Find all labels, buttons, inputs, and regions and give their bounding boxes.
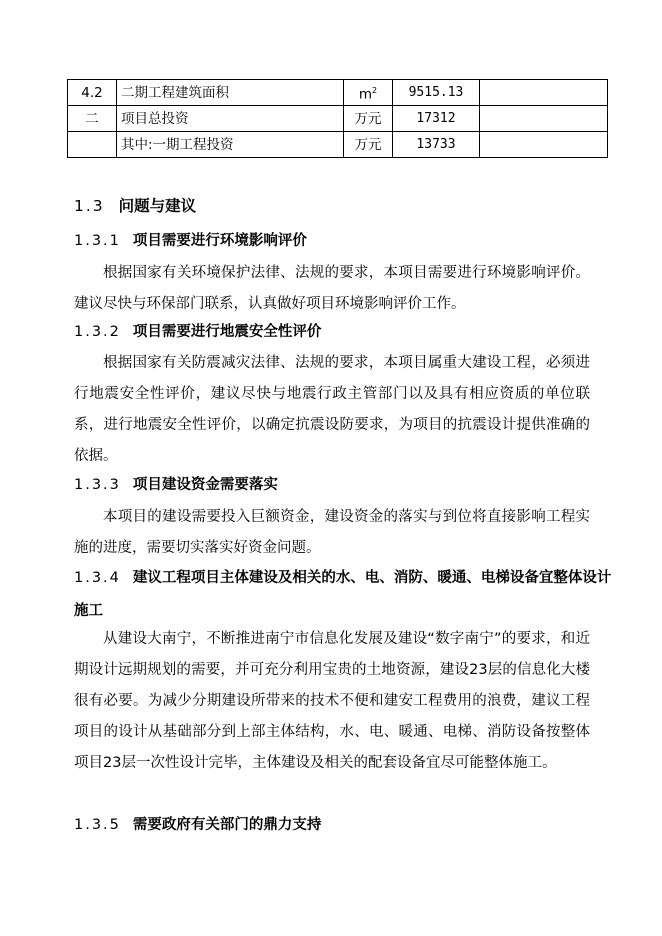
row-empty-cell [480, 106, 608, 132]
row-empty-cell [480, 132, 608, 158]
subsection-title: 需要政府有关部门的鼎力支持 [132, 817, 322, 833]
section-heading [74, 196, 196, 216]
row-number: 二 [68, 106, 117, 132]
investment-table [67, 79, 608, 158]
paragraph-1-3-4: 从建设大南宁，不断推进南宁市信息化发展及建设“数字南宁”的要求，和近期设计远期规划的需要，并可充分利用宝贵的土地资源，建设23层的信息化大楼很有必要。为减少分期建设所带来的技术不便和建安工程费用的浪费，建议工程项目的设计从基础部分到上部主体结构，水、电、暖通、电梯、消防设备按整体项目23层一次性设计完毕，主体建设及相关的配套设备宜尽可能整体施工。 [74, 631, 590, 771]
row-value: 9515.13 [393, 80, 480, 106]
row-name: 其中:一期工程投资 [117, 132, 344, 158]
subsection-title: 建议工程项目主体建设及相关的水、电、消防、暖通、电梯设备宜整体设计施工 [74, 570, 612, 619]
section-title: 问题与建议 [118, 197, 197, 215]
row-unit [344, 80, 393, 106]
subsection-heading-1-3-1 [74, 231, 307, 251]
subsection-heading-1-3-4 [74, 562, 614, 628]
row-value: 13733 [393, 132, 480, 158]
row-value: 17312 [393, 106, 480, 132]
row-number [68, 132, 117, 158]
table-row [68, 106, 608, 132]
table-row [68, 132, 608, 158]
unit-base: m [358, 86, 373, 103]
subsection-number: 1.3.4 [74, 570, 121, 586]
subsection-heading-1-3-2 [74, 322, 321, 342]
subsection-number: 1.3.3 [74, 477, 121, 493]
table-row [68, 80, 608, 106]
row-name: 项目总投资 [117, 106, 344, 132]
row-number: 4.2 [68, 80, 117, 106]
row-unit: 万元 [344, 132, 393, 158]
paragraph-1-3-3: 本项目的建设需要投入巨额资金，建设资金的落实与到位将直接影响工程实施的进度，需要切实落实好资金问题。 [74, 509, 590, 556]
subsection-title: 项目建设资金需要落实 [132, 477, 278, 493]
subsection-title: 项目需要进行环境影响评价 [132, 233, 307, 249]
section-number: 1.3 [74, 197, 105, 215]
paragraph-1-3-2: 根据国家有关防震减灾法律、法规的要求，本项目属重大建设工程，必须进行地震安全性评价，建议尽快与地震行政主管部门以及具有相应资质的单位联系，进行地震安全性评价，以确定抗震设防要求，为项目的抗震设计提供准确的依据。 [74, 355, 590, 464]
row-empty-cell [480, 80, 608, 106]
subsection-number: 1.3.5 [74, 817, 121, 833]
subsection-title: 项目需要进行地震安全性评价 [132, 324, 322, 340]
subsection-heading-1-3-5 [74, 815, 321, 835]
row-unit: 万元 [344, 106, 393, 132]
subsection-number: 1.3.2 [74, 324, 121, 340]
unit-superscript: 2 [372, 85, 378, 95]
subsection-number: 1.3.1 [74, 233, 121, 249]
paragraph-1-3-1: 根据国家有关环境保护法律、法规的要求，本项目需要进行环境影响评价。建议尽快与环保部门联系，认真做好项目环境影响评价工作。 [74, 265, 590, 312]
row-name: 二期工程建筑面积 [117, 80, 344, 106]
subsection-heading-1-3-3 [74, 475, 278, 495]
